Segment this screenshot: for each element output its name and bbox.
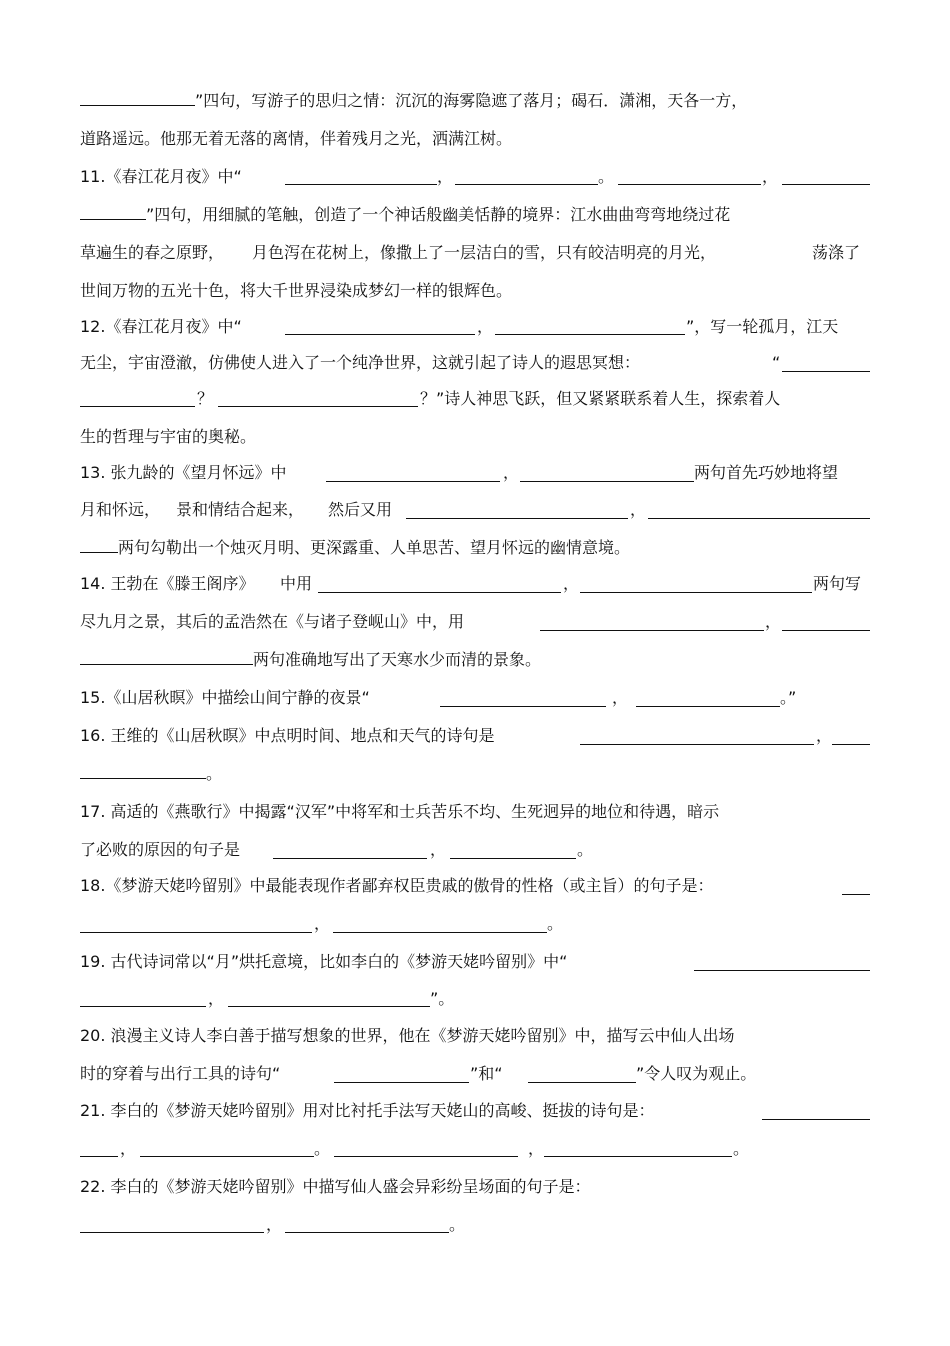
punct: ，: [765, 612, 782, 631]
q11-text-4: 世间万物的五光十色，将大千世界浸染成梦幻一样的银辉色。: [80, 281, 513, 300]
q18-text-1: 18.《梦游天姥吟留别》中最能表现作者鄙弃权臣贵戚的傲骨的性格（或主旨）的句子是：: [80, 876, 714, 895]
punct: 。: [577, 840, 594, 859]
q13-text-3: 两句勾勒出一个烛灭月明、更深露重、人单思苦、望月怀远的幽情意境。: [118, 538, 631, 557]
q14-line3: [80, 650, 541, 670]
q11-line4: [80, 281, 512, 301]
punct: ，: [477, 317, 494, 336]
q11-text-3a: 草遍生的春之原野，: [80, 243, 225, 262]
punct: ，: [437, 167, 454, 186]
answer-blank[interactable]: [782, 184, 870, 185]
q11-line3: [80, 243, 224, 263]
answer-blank[interactable]: [694, 970, 870, 971]
answer-blank[interactable]: [228, 1006, 430, 1007]
q10-text: ”四句，写游子的思归之情：沉沉的海雾隐遮了落月；碣石．潇湘，天各一方，: [195, 91, 748, 110]
answer-blank[interactable]: [832, 744, 870, 745]
q12-prefix: 12.《春江花月夜》中“: [80, 317, 242, 336]
answer-blank[interactable]: [406, 518, 628, 519]
answer-blank[interactable]: [80, 538, 118, 553]
answer-blank[interactable]: [544, 1156, 732, 1157]
q12-text-2: 无尘，宇宙澄澈，仿佛使人进入了一个纯净世界，这就引起了诗人的遐思冥想：: [80, 353, 641, 372]
answer-blank[interactable]: [580, 744, 814, 745]
punct: ，: [208, 989, 225, 1008]
q22-text-1: 22. 李白的《梦游天姥吟留别》中描写仙人盛会异彩纷呈场面的句子是：: [80, 1177, 591, 1196]
answer-blank[interactable]: [782, 371, 870, 372]
answer-blank[interactable]: [80, 205, 146, 220]
punct: ，: [630, 500, 647, 519]
q20-mid: ”和“: [470, 1064, 503, 1083]
punct: 。: [598, 167, 615, 186]
answer-blank[interactable]: [80, 406, 195, 407]
q14-prefix2: 中用: [280, 574, 313, 593]
answer-blank[interactable]: [450, 858, 576, 859]
q16-prefix: 16. 王维的《山居秋暝》中点明时间、地点和天气的诗句是: [80, 726, 495, 745]
punct: ，: [528, 1139, 545, 1158]
q10-line2: [80, 129, 512, 149]
q20-suffix: ”令人叹为观止。: [636, 1064, 757, 1083]
punct: ，: [612, 688, 629, 707]
q11-text: ”四句，用细腻的笔触，创造了一个神话般幽美恬静的境界：江水曲曲弯弯地绕过花: [146, 205, 731, 224]
answer-blank[interactable]: [80, 91, 195, 106]
punct: ，: [430, 840, 447, 859]
q20-text-1: 20. 浪漫主义诗人李白善于描写想象的世界，他在《梦游天姥吟留别》中，描写云中仙人出场: [80, 1026, 735, 1045]
punct: ？: [197, 389, 214, 408]
q17-text-2: 了必败的原因的句子是: [80, 840, 241, 859]
answer-blank[interactable]: [80, 1006, 206, 1007]
q13-text-2a: 月和怀远，: [80, 500, 161, 519]
answer-blank[interactable]: [440, 706, 606, 707]
q13-text-2c: 然后又用: [328, 500, 393, 519]
answer-blank[interactable]: [285, 1232, 449, 1233]
q11-line1: [80, 167, 242, 187]
answer-blank[interactable]: [318, 592, 561, 593]
answer-blank[interactable]: [140, 1156, 314, 1157]
q11-text-3c: 荡涤了: [812, 243, 861, 262]
q14-suffix: 两句写: [813, 574, 862, 593]
punct: ，: [563, 574, 580, 593]
q20-text-2: 时的穿着与出行工具的诗句“: [80, 1064, 281, 1083]
punct: ”。: [430, 989, 455, 1008]
q12-suffix: ”，写一轮孤月，江天: [686, 317, 839, 336]
q13-line1: [80, 463, 287, 483]
answer-blank[interactable]: [285, 184, 437, 185]
answer-blank[interactable]: [636, 706, 780, 707]
punct: ，: [314, 914, 331, 933]
answer-blank[interactable]: [540, 630, 764, 631]
q14-text-2: 尽九月之景，其后的孟浩然在《与诸子登岘山》中，用: [80, 612, 465, 631]
answer-blank[interactable]: [618, 184, 761, 185]
answer-blank[interactable]: [648, 518, 870, 519]
punct: ，: [762, 167, 779, 186]
punct: 。: [547, 914, 564, 933]
q16-line2: [80, 764, 222, 784]
q10-text-2: 道路遥远。他那无着无落的离情，伴着残月之光，洒满江树。: [80, 129, 513, 148]
answer-blank[interactable]: [334, 1156, 518, 1157]
punct: 。: [314, 1139, 331, 1158]
q19-text-1: 19. 古代诗词常以“月”烘托意境，比如李白的《梦游天姥吟留别》中“: [80, 952, 568, 971]
q17-text-1: 17. 高适的《燕歌行》中揭露“汉军”中将军和士兵苦乐不均、生死迥异的地位和待遇，暗示: [80, 802, 720, 821]
q14-prefix: 14. 王勃在《滕王阁序》: [80, 574, 255, 593]
punct: ，: [120, 1139, 137, 1158]
answer-blank[interactable]: [334, 1082, 469, 1083]
q11-line2: [80, 205, 730, 225]
punct: ，: [266, 1215, 283, 1234]
answer-blank[interactable]: [333, 932, 547, 933]
q12-line2: [80, 353, 640, 373]
answer-blank[interactable]: [326, 481, 500, 482]
answer-blank[interactable]: [580, 592, 812, 593]
answer-blank[interactable]: [842, 894, 870, 895]
q13-line3: [80, 538, 630, 558]
q14-text-3: 两句准确地写出了天寒水少而清的景象。: [253, 650, 542, 669]
q21-text-1: 21. 李白的《梦游天姥吟留别》用对比衬托手法写天姥山的高峻、挺拔的诗句是：: [80, 1101, 655, 1120]
q13-suffix: 两句首先巧妙地将望: [694, 463, 839, 482]
punct: 。: [733, 1139, 750, 1158]
punct: ，: [816, 726, 833, 745]
answer-blank[interactable]: [80, 1156, 118, 1157]
q12-line1: [80, 317, 242, 337]
answer-blank[interactable]: [218, 406, 418, 407]
answer-blank[interactable]: [80, 932, 312, 933]
q11-text-3b: 月色泻在花树上，像撒上了一层洁白的雪，只有皎洁明亮的月光，: [252, 243, 717, 262]
q12-line4: [80, 427, 256, 447]
answer-blank[interactable]: [285, 334, 475, 335]
punct: “: [772, 353, 781, 372]
q12-text-3: ？”诗人神思飞跃，但又紧紧联系着人生，探索着人: [420, 389, 781, 408]
answer-blank[interactable]: [455, 184, 598, 185]
answer-blank[interactable]: [782, 630, 870, 631]
q10-line1: [80, 91, 747, 111]
punct: 。: [206, 764, 223, 783]
q11-prefix: 11.《春江花月夜》中“: [80, 167, 242, 186]
answer-blank[interactable]: [273, 858, 427, 859]
q15-prefix: 15.《山居秋暝》中描绘山间宁静的夜景“: [80, 688, 370, 707]
q13-prefix: 13. 张九龄的《望月怀远》中: [80, 463, 287, 482]
q13-text-2b: 景和情结合起来，: [176, 500, 305, 519]
punct: 。: [449, 1215, 466, 1234]
answer-blank[interactable]: [528, 1082, 636, 1083]
answer-blank[interactable]: [495, 334, 685, 335]
punct: 。”: [780, 688, 797, 707]
answer-blank[interactable]: [80, 650, 253, 665]
answer-blank[interactable]: [762, 1119, 870, 1120]
punct: ，: [503, 463, 520, 482]
answer-blank[interactable]: [80, 764, 206, 779]
answer-blank[interactable]: [520, 481, 694, 482]
q12-text-4: 生的哲理与宇宙的奥秘。: [80, 427, 257, 446]
answer-blank[interactable]: [80, 1232, 264, 1233]
